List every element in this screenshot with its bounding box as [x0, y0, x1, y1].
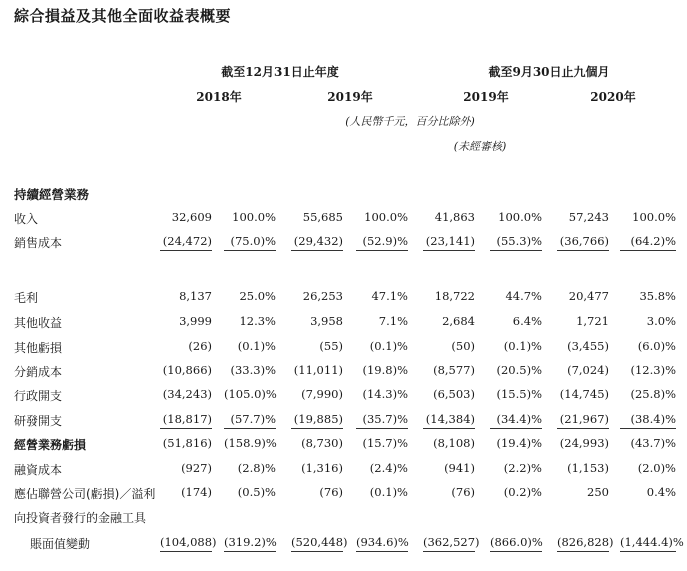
amount-cell: (14,745) [559, 387, 609, 401]
subtotal-underline [224, 428, 276, 429]
amount-cell: (1,153) [567, 461, 609, 475]
amount-cell: (55) [319, 339, 343, 353]
percent-cell: (866.0)% [490, 535, 543, 549]
amount-cell: (29,432) [293, 234, 343, 248]
amount-cell: (76) [319, 485, 343, 499]
header-year-2020-9m: 2020年 [590, 90, 636, 104]
percent-cell: (19.4)% [496, 436, 542, 450]
unaudited-note: (未經審核) [453, 140, 507, 153]
amount-cell: 250 [587, 485, 609, 499]
row-label: 向投資者發行的金融工具 [14, 511, 147, 525]
subtotal-underline [356, 428, 408, 429]
subtotal-underline [291, 428, 343, 429]
header-group-year: 截至12月31日止年度 [221, 65, 339, 79]
percent-cell: (319.2)% [224, 535, 277, 549]
percent-cell: (2.8)% [237, 461, 276, 475]
subtotal-underline [557, 428, 609, 429]
percent-cell: (20.5)% [496, 363, 542, 377]
amount-cell: 41,863 [434, 210, 475, 224]
amount-cell: (7,024) [567, 363, 609, 377]
amount-cell: (76) [451, 485, 475, 499]
row-label: 其他收益 [14, 316, 63, 330]
amount-cell: (520,448) [291, 535, 348, 549]
percent-cell: 3.0% [646, 314, 676, 328]
subtotal-underline [160, 250, 212, 251]
subtotal-underline [423, 250, 475, 251]
percent-cell: (105.0)% [224, 387, 277, 401]
percent-cell: (38.4)% [630, 412, 676, 426]
percent-cell: 44.7% [505, 289, 542, 303]
amount-cell: (6,503) [433, 387, 475, 401]
unit-note: (人民幣千元，百分比除外) [345, 115, 475, 128]
percent-cell: (35.7)% [362, 412, 408, 426]
table-row [0, 208, 687, 228]
percent-cell: 6.4% [512, 314, 542, 328]
amount-cell: 8,137 [179, 289, 212, 303]
amount-cell: (174) [181, 485, 212, 499]
row-label: 融資成本 [14, 463, 63, 477]
amount-cell: (36,766) [559, 234, 609, 248]
row-label: 經營業務虧損 [14, 438, 87, 452]
row-label: 行政開支 [14, 389, 63, 403]
amount-cell: (1,316) [301, 461, 343, 475]
table-row [0, 410, 687, 430]
percent-cell: (2.4)% [369, 461, 408, 475]
percent-cell: 0.4% [646, 485, 676, 499]
table-row [0, 337, 687, 357]
amount-cell: (941) [444, 461, 475, 475]
percent-cell: (33.3)% [230, 363, 276, 377]
amount-cell: (3,455) [567, 339, 609, 353]
amount-cell: (21,967) [559, 412, 609, 426]
percent-cell: 35.8% [639, 289, 676, 303]
amount-cell: (50) [451, 339, 475, 353]
amount-cell: 20,477 [568, 289, 609, 303]
table-row [0, 361, 687, 381]
percent-cell: (12.3)% [630, 363, 676, 377]
percent-cell: (0.1)% [237, 339, 276, 353]
percent-cell: (34.4)% [496, 412, 542, 426]
amount-cell: 55,685 [302, 210, 343, 224]
row-label: 應佔聯營公司(虧損)／溢利 [14, 487, 156, 501]
percent-cell: (15.7)% [362, 436, 408, 450]
percent-cell: (57.7)% [230, 412, 276, 426]
percent-cell: (75.0)% [230, 234, 276, 248]
table-row [0, 483, 687, 503]
amount-cell: (51,816) [162, 436, 212, 450]
amount-cell: (14,384) [425, 412, 475, 426]
percent-cell: 47.1% [371, 289, 408, 303]
percent-cell: 7.1% [378, 314, 408, 328]
table-row [0, 287, 687, 307]
percent-cell: (25.8)% [630, 387, 676, 401]
amount-cell: 3,999 [179, 314, 212, 328]
amount-cell: (8,108) [433, 436, 475, 450]
row-label: 收入 [14, 212, 39, 226]
section-continuing-operations: 持續經營業務 [14, 187, 90, 202]
subtotal-underline [620, 551, 676, 552]
subtotal-underline [160, 428, 212, 429]
amount-cell: (34,243) [162, 387, 212, 401]
amount-cell: 2,684 [442, 314, 475, 328]
subtotal-underline [557, 551, 609, 552]
subtotal-underline [423, 551, 475, 552]
page-title: 綜合損益及其他全面收益表概要 [14, 7, 232, 25]
amount-cell: (26) [188, 339, 212, 353]
amount-cell: (104,088) [160, 535, 217, 549]
percent-cell: (6.0)% [637, 339, 676, 353]
percent-cell: (1,444.4)% [620, 535, 684, 549]
amount-cell: 1,721 [576, 314, 609, 328]
percent-cell: (15.5)% [496, 387, 542, 401]
percent-cell: (64.2)% [630, 234, 676, 248]
amount-cell: (10,866) [162, 363, 212, 377]
amount-cell: 32,609 [171, 210, 212, 224]
subtotal-underline [224, 250, 276, 251]
percent-cell: (19.8)% [362, 363, 408, 377]
amount-cell: (23,141) [425, 234, 475, 248]
amount-cell: 18,722 [434, 289, 475, 303]
subtotal-underline [490, 428, 542, 429]
amount-cell: (24,993) [559, 436, 609, 450]
percent-cell: 25.0% [239, 289, 276, 303]
table-row [0, 459, 687, 479]
percent-cell: 100.0% [498, 210, 542, 224]
subtotal-underline [224, 551, 276, 552]
header-year-2018: 2018年 [196, 90, 242, 104]
subtotal-underline [356, 551, 408, 552]
subtotal-underline [490, 250, 542, 251]
subtotal-underline [557, 250, 609, 251]
percent-cell: 100.0% [232, 210, 276, 224]
amount-cell: (362,527) [423, 535, 480, 549]
subtotal-underline [291, 551, 343, 552]
subtotal-underline [620, 250, 676, 251]
subtotal-underline [490, 551, 542, 552]
percent-cell: (0.1)% [369, 339, 408, 353]
amount-cell: 26,253 [302, 289, 343, 303]
percent-cell: (158.9)% [224, 436, 277, 450]
row-label: 賬面值變動 [30, 537, 91, 551]
subtotal-underline [423, 428, 475, 429]
percent-cell: (0.5)% [237, 485, 276, 499]
amount-cell: 3,958 [310, 314, 343, 328]
subtotal-underline [356, 250, 408, 251]
table-row [0, 533, 687, 553]
amount-cell: (7,990) [301, 387, 343, 401]
row-label: 銷售成本 [14, 236, 63, 250]
percent-cell: 100.0% [632, 210, 676, 224]
row-label: 分銷成本 [14, 365, 63, 379]
table-row [0, 312, 687, 332]
percent-cell: (0.2)% [503, 485, 542, 499]
subtotal-underline [160, 551, 212, 552]
percent-cell: (2.0)% [637, 461, 676, 475]
table-row [0, 507, 687, 527]
percent-cell: (934.6)% [356, 535, 409, 549]
amount-cell: 57,243 [568, 210, 609, 224]
percent-cell: (55.3)% [496, 234, 542, 248]
percent-cell: (0.1)% [503, 339, 542, 353]
header-year-2019: 2019年 [327, 90, 373, 104]
amount-cell: (927) [181, 461, 212, 475]
table-row [0, 385, 687, 405]
row-label: 其他虧損 [14, 341, 63, 355]
header-group-nine-months: 截至9月30日止九個月 [488, 65, 610, 79]
percent-cell: 100.0% [364, 210, 408, 224]
subtotal-underline [620, 428, 676, 429]
percent-cell: (14.3)% [362, 387, 408, 401]
row-label: 毛利 [14, 291, 39, 305]
amount-cell: (11,011) [293, 363, 343, 377]
amount-cell: (8,730) [301, 436, 343, 450]
amount-cell: (24,472) [162, 234, 212, 248]
table-row [0, 232, 687, 252]
percent-cell: (52.9)% [362, 234, 408, 248]
header-year-2019-9m: 2019年 [463, 90, 509, 104]
percent-cell: (0.1)% [369, 485, 408, 499]
amount-cell: (18,817) [162, 412, 212, 426]
percent-cell: (43.7)% [630, 436, 676, 450]
row-label: 研發開支 [14, 414, 63, 428]
table-row [0, 434, 687, 454]
amount-cell: (826,828) [557, 535, 614, 549]
amount-cell: (19,885) [293, 412, 343, 426]
percent-cell: 12.3% [239, 314, 276, 328]
subtotal-underline [291, 250, 343, 251]
amount-cell: (8,577) [433, 363, 475, 377]
percent-cell: (2.2)% [503, 461, 542, 475]
